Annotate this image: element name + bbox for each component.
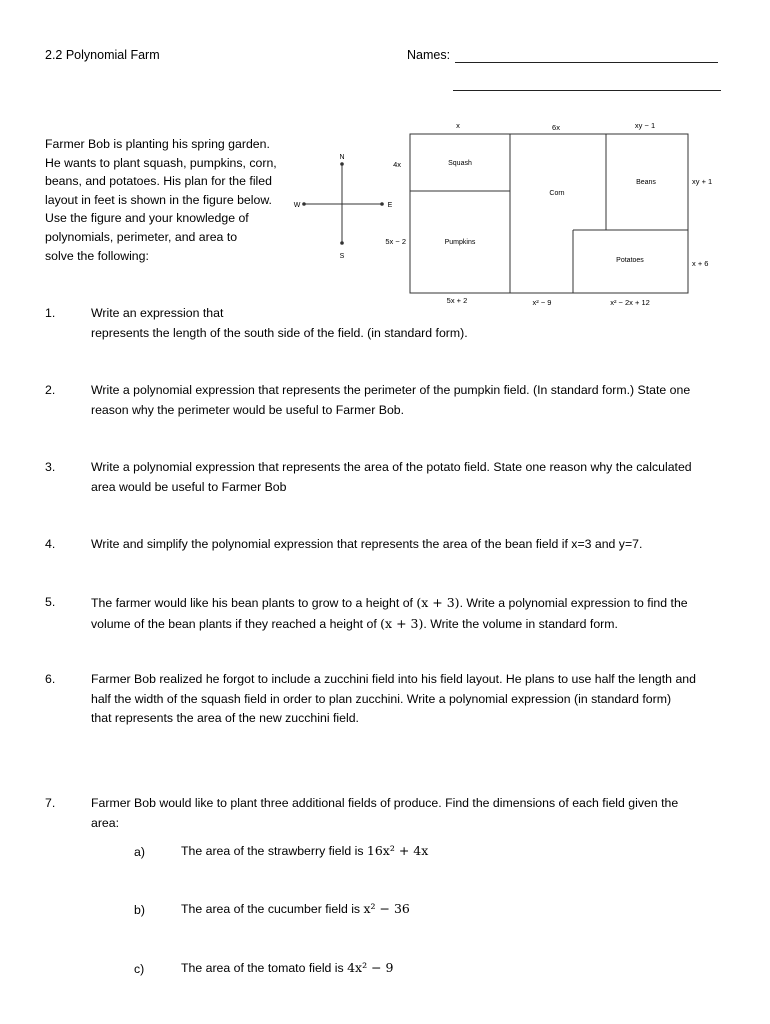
sub-question-letter: a) [134, 845, 145, 859]
question-7-text [91, 794, 726, 833]
compass-s-label: S [339, 253, 345, 260]
plot-pumpkins-label: Pumpkins [444, 239, 476, 246]
intro-line: Use the figure and your knowledge of [45, 211, 249, 226]
compass-south-dot-icon [340, 241, 344, 245]
sub-question-text: The area of the tomato field is [181, 961, 348, 975]
question-line: Write an expression that [91, 306, 224, 320]
dim-bottom-label: 5x + 2 [446, 296, 468, 305]
question-number: 2. [45, 383, 56, 397]
dim-right-label: x + 6 [692, 259, 709, 268]
compass-e-label: E [387, 202, 393, 209]
question-line: Write a polynomial expression that represents the perimeter of the pumpkin field. (In standard form.) State one [91, 383, 691, 397]
intro-line: He wants to plant squash, pumpkins, corn, [45, 155, 277, 170]
compass-w-label: W [293, 202, 301, 209]
question-number: 4. [45, 537, 56, 551]
field-layout-figure [290, 115, 730, 315]
dim-left-label: 5x − 2 [385, 237, 406, 246]
sub-question-text: The area of the strawberry field is [181, 844, 367, 858]
field-plots [410, 134, 688, 293]
math-expression: x² − 36 [363, 901, 410, 916]
plot-beans-label: Beans [636, 179, 656, 186]
question-line: Farmer Bob would like to plant three additional fields of produce. Find the dimensions of each field given the [91, 796, 679, 810]
question-4-text [91, 535, 726, 555]
intro-line: polynomials, perimeter, and area to [45, 229, 238, 244]
question-line: reason why the perimeter would be useful to Farmer Bob. [91, 402, 405, 417]
question-line: half the width of the squash field in order to plan zucchini. Write a polynomial expression (in standard form) [91, 691, 672, 706]
intro-line: layout in feet is shown in the figure below. [45, 192, 272, 207]
question-2-text [91, 381, 726, 420]
page-title: 2.2 Polynomial Farm [45, 48, 160, 62]
question-line: Write and simplify the polynomial expression that represents the area of the bean field if x=3 and y=7. [91, 537, 643, 551]
compass-east-dot-icon [380, 202, 384, 206]
field-outline [410, 134, 688, 293]
sub-question-b [181, 901, 410, 916]
question-number: 7. [45, 796, 56, 810]
sub-question-c [181, 960, 394, 975]
question-line: that represents the area of the new zucchini field. [91, 711, 359, 725]
dim-left-label: 4x [393, 160, 401, 169]
question-5-text [91, 593, 726, 634]
question-number: 3. [45, 460, 56, 474]
plot-squash-label: Squash [448, 160, 472, 167]
dim-top-label: xy − 1 [634, 121, 656, 130]
compass-n-label: N [339, 154, 345, 161]
question-line: area would be useful to Farmer Bob [91, 479, 287, 494]
question-text-part: The farmer would like his bean plants to grow to a height of [91, 596, 417, 610]
question-line: Farmer Bob realized he forgot to include a zucchini field into his field layout. He plans to use half the length and [91, 672, 696, 686]
question-line [91, 593, 726, 614]
question-3-text [91, 458, 726, 497]
dim-right-label: xy + 1 [692, 177, 713, 186]
sub-question-letter: b) [134, 903, 145, 917]
compass-rose [294, 154, 393, 260]
intro-line: Farmer Bob is planting his spring garden. [45, 137, 270, 151]
math-expression: (x + 3) [416, 595, 460, 610]
question-line: Write a polynomial expression that represents the area of the potato field. State one reason why the calculated [91, 460, 692, 474]
dim-top-label: x [456, 121, 460, 130]
dim-bottom-label: x² − 9 [532, 298, 552, 307]
question-number: 6. [45, 672, 56, 686]
question-line: area: [91, 815, 120, 830]
question-text-part: volume of the bean plants if they reached a height of [91, 616, 381, 631]
sub-question-a [181, 843, 428, 858]
dim-top-label: 6x [552, 123, 560, 132]
compass-west-dot-icon [302, 202, 306, 206]
intro-paragraph [45, 135, 300, 265]
question-line [91, 614, 726, 635]
question-text-part: . Write a polynomial expression to find the [459, 596, 688, 610]
names-label: Names: [407, 48, 451, 62]
question-1-text [91, 304, 726, 343]
question-number: 1. [45, 306, 56, 320]
plot-corn-label: Corn [549, 190, 565, 197]
dim-bottom-label: x² − 2x + 12 [610, 298, 650, 307]
intro-line: solve the following: [45, 248, 149, 263]
names-blank-line-2[interactable] [453, 90, 721, 91]
math-expression: 4x² − 9 [347, 960, 394, 975]
plot-potatoes-label: Potatoes [616, 257, 644, 264]
question-line: represents the length of the south side of the field. (in standard form). [91, 325, 468, 340]
sub-question-letter: c) [134, 962, 145, 976]
question-number: 5. [45, 595, 56, 609]
intro-line: beans, and potatoes. His plan for the filed [45, 174, 272, 189]
question-6-text [91, 670, 726, 729]
math-expression: (x + 3) [380, 615, 424, 631]
compass-north-dot-icon [340, 162, 344, 166]
names-blank-line-1[interactable] [455, 62, 718, 63]
sub-question-text: The area of the cucumber field is [181, 902, 364, 916]
math-expression: 16x² + 4x [366, 843, 429, 858]
question-text-part: . Write the volume in standard form. [423, 616, 618, 631]
